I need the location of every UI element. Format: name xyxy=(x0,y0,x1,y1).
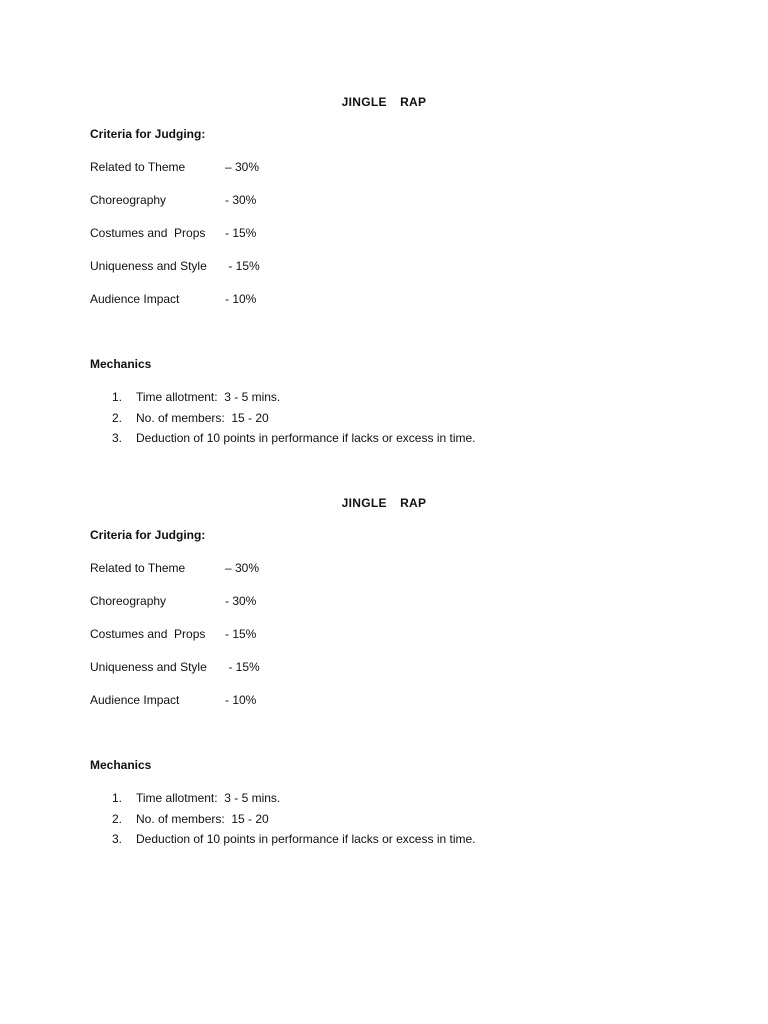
list-number: 1. xyxy=(112,791,123,805)
list-number: 2. xyxy=(112,410,123,425)
criteria-weight: - 30% xyxy=(225,594,257,608)
criteria-name: Uniqueness and Style xyxy=(90,259,207,273)
section-title: JINGLE RAP xyxy=(341,95,427,109)
section-title: JINGLE RAP xyxy=(341,496,427,510)
criteria-name: Costumes and Props xyxy=(90,226,206,240)
criteria-weight: - 10% xyxy=(225,693,257,707)
criteria-name: Related to Theme xyxy=(90,561,186,575)
mechanics-heading: Mechanics xyxy=(90,758,152,772)
criteria-weight: - 10% xyxy=(225,292,257,306)
criteria-heading: Criteria for Judging: xyxy=(90,528,206,542)
criteria-name: Choreography xyxy=(90,193,167,207)
criteria-name: Audience Impact xyxy=(90,693,180,707)
mechanics-heading: Mechanics xyxy=(90,357,152,371)
criteria-name: Uniqueness and Style xyxy=(90,660,207,674)
list-number: 3. xyxy=(112,431,123,445)
mechanics-text: No. of members: 15 - 20 xyxy=(136,410,269,425)
criteria-heading: Criteria for Judging: xyxy=(90,127,206,141)
criteria-weight: – 30% xyxy=(225,561,260,575)
criteria-weight: - 15% xyxy=(225,226,257,240)
criteria-weight: - 15% xyxy=(225,627,257,641)
criteria-weight: - 15% xyxy=(225,259,260,273)
criteria-weight: - 30% xyxy=(225,193,257,207)
criteria-weight: - 15% xyxy=(225,660,260,674)
list-number: 2. xyxy=(112,811,123,826)
criteria-name: Audience Impact xyxy=(90,292,180,306)
criteria-name: Related to Theme xyxy=(90,160,186,174)
criteria-weight: – 30% xyxy=(225,160,260,174)
list-number: 1. xyxy=(112,390,123,404)
list-number: 3. xyxy=(112,832,123,846)
mechanics-text: Deduction of 10 points in performance if lacks or excess in time. xyxy=(136,431,476,445)
criteria-name: Choreography xyxy=(90,594,167,608)
criteria-name: Costumes and Props xyxy=(90,627,206,641)
mechanics-text: Time allotment: 3 - 5 mins. xyxy=(136,791,281,805)
mechanics-text: Deduction of 10 points in performance if lacks or excess in time. xyxy=(136,832,476,846)
mechanics-text: No. of members: 15 - 20 xyxy=(136,811,269,826)
mechanics-text: Time allotment: 3 - 5 mins. xyxy=(136,390,281,404)
